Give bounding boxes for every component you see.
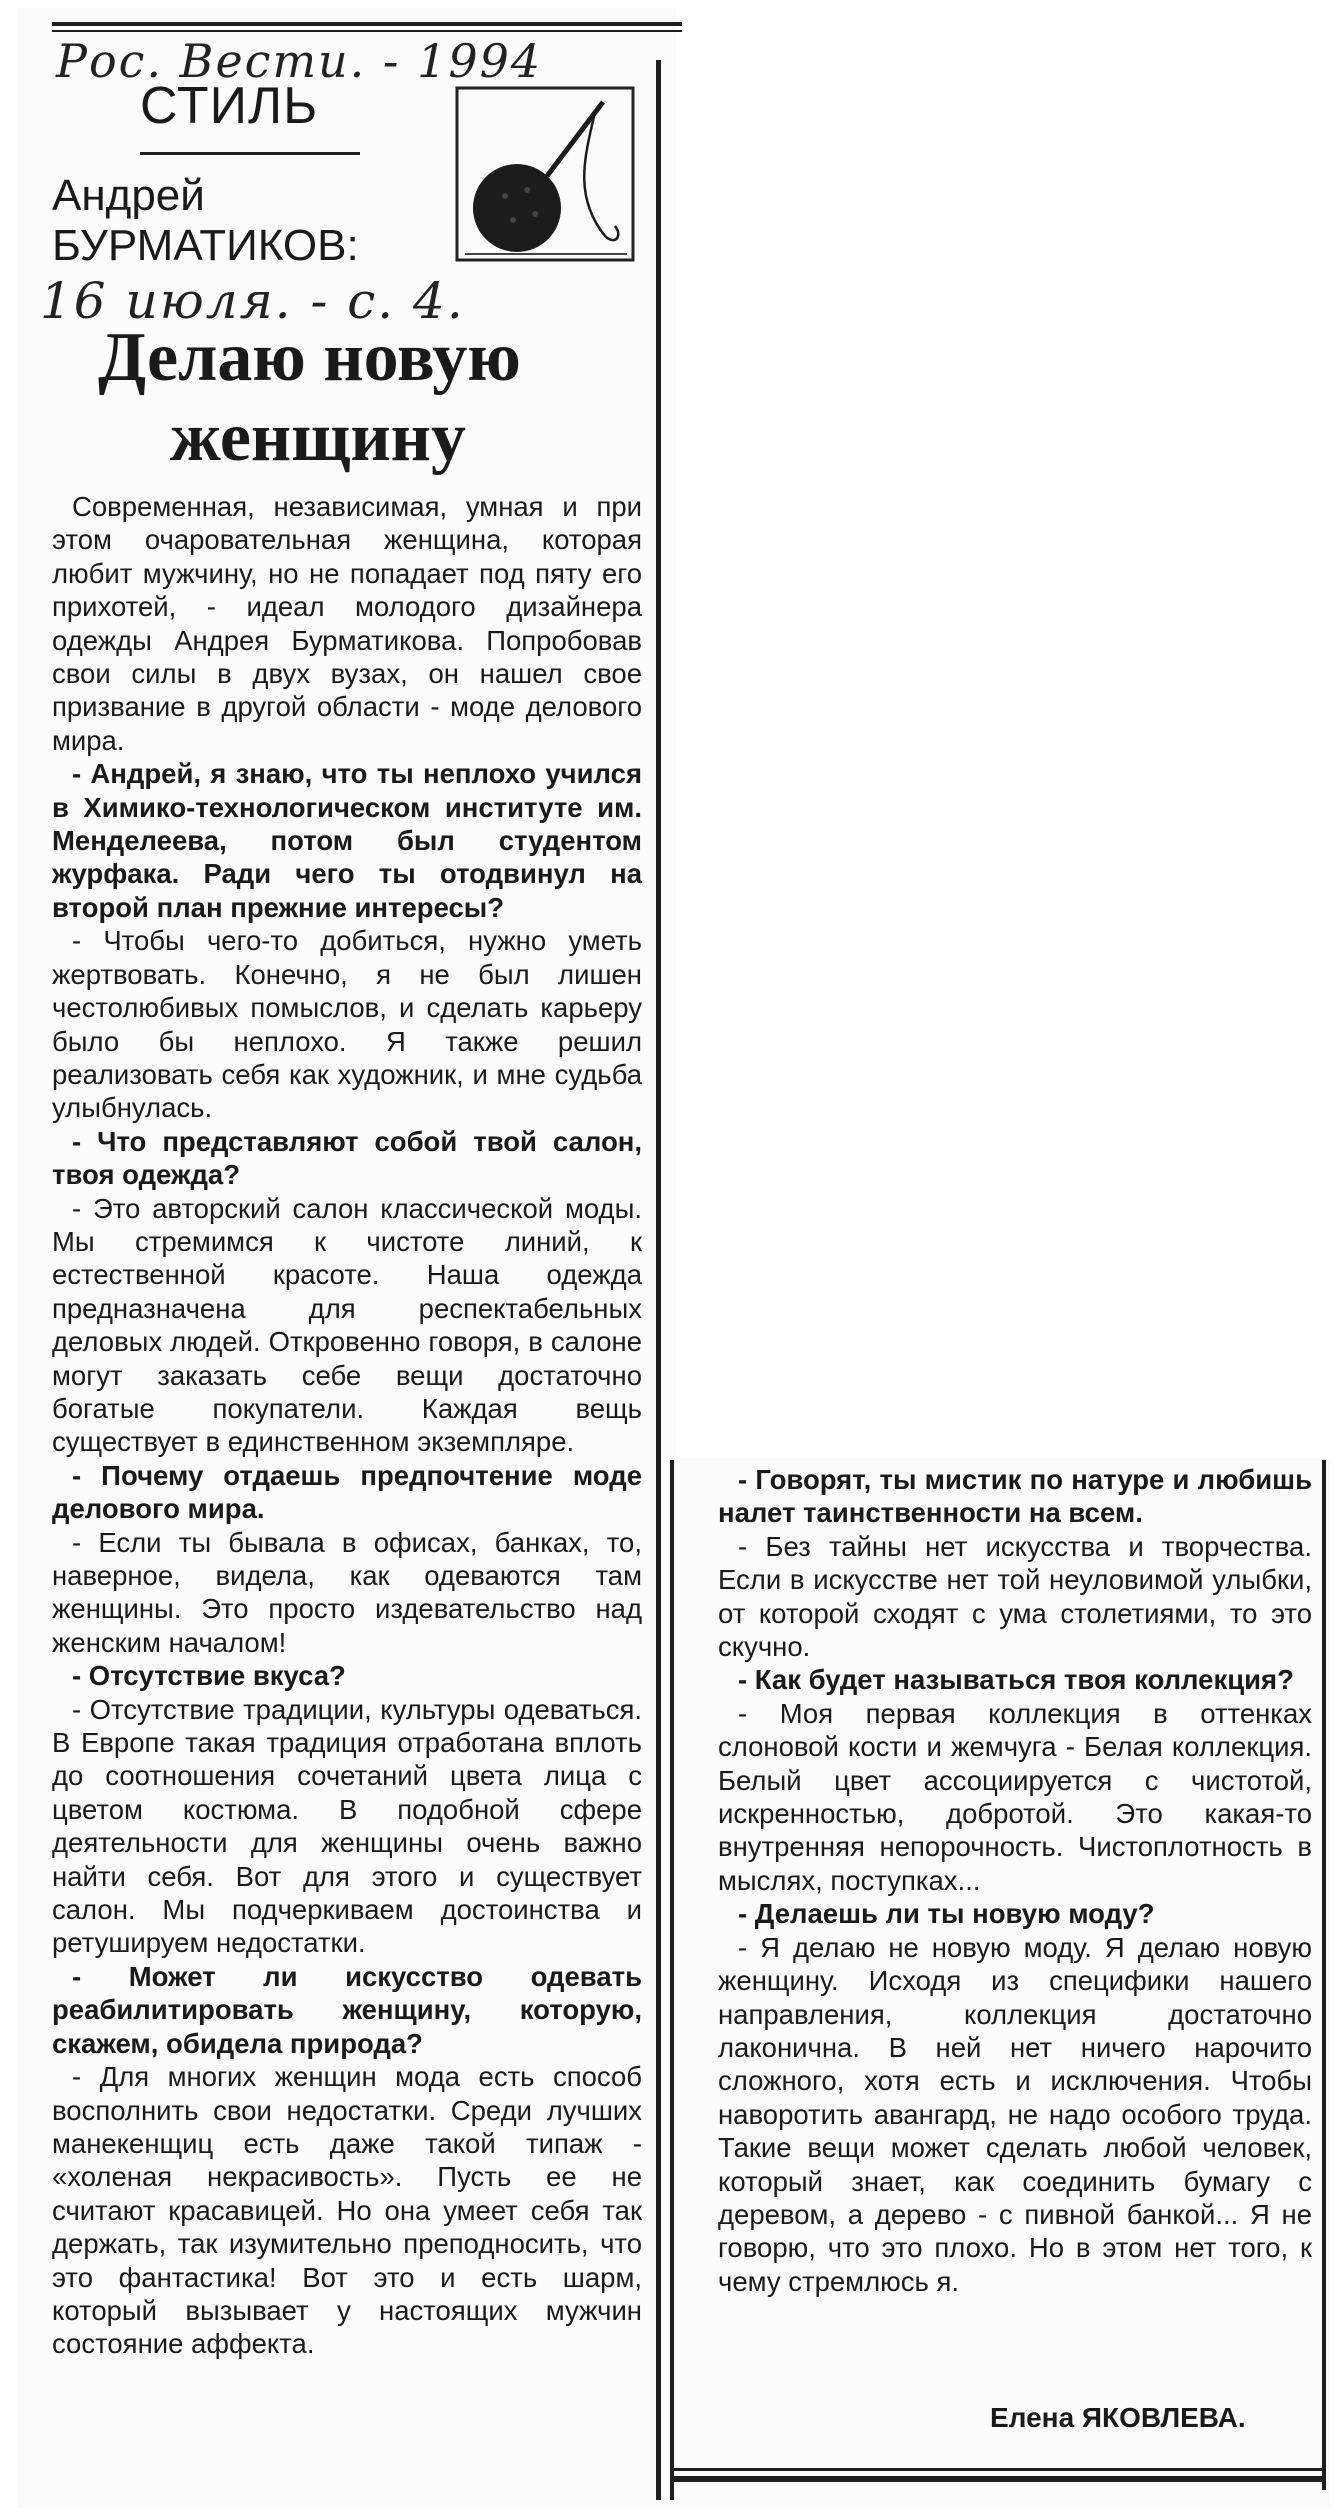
article-column-1 bbox=[52, 490, 642, 2361]
interview-question: - Андрей, я знаю, что ты неплохо учился в Химико-технологическом институте им. Менделеева, потом был студентом журфака. Ради чего ты отодвинул на второй план прежние интересы? bbox=[52, 758, 642, 923]
signature: Елена ЯКОВЛЕВА. bbox=[990, 2402, 1246, 2433]
interview-answer: - Отсутствие традиции, культуры одеваться. В Европе такая традиция отработана вплоть до соотношения сочетаний цвета лица с цветом костюма. В подобной сфере деятельности для женщины очень важно найти себя. Вот для этого и существует салон. Мы подчеркиваем достоинства и ретушируем недостатки. bbox=[52, 1693, 642, 1959]
author-last-name: БУРМАТИКОВ: bbox=[52, 221, 359, 270]
article-lead: Современная, независимая, умная и при этом очаровательная женщина, которая любит мужчину, но не попадает под пяту его прихотей, - идеал молодого дизайнера одежды Андрея Бурматикова. Попробовав свои силы в двух вузах, он нашел свое призвание в другой области - моде делового мира. bbox=[52, 491, 642, 756]
handwritten-date-note: 16 июля. - с. 4. bbox=[40, 272, 465, 330]
rubric-underline bbox=[140, 152, 360, 155]
interview-question: - Говорят, ты мистик по натуре и любишь налет таинственности на всем. bbox=[718, 1464, 1312, 1529]
interview-answer: - Если ты бывала в офисах, банках, то, наверное, видела, как одеваются там женщины. Это просто издевательство над женским началом! bbox=[52, 1526, 642, 1658]
sewing-needle-logo bbox=[455, 86, 635, 262]
headline-line-1: Делаю новую bbox=[98, 319, 521, 396]
top-rule-double bbox=[52, 30, 682, 32]
interview-answer: - Это авторский салон классической моды. Мы стремимся к чистоте линий, к естественной красоте. Наша одежда предназначена для респектабельных деловых людей. Откровенно говоря, в салоне могут заказать себе вещи достаточно богатые покупатели. Каждая вещь существует в единственном экземпляре. bbox=[52, 1192, 642, 1458]
interview-question: - Отсутствие вкуса? bbox=[72, 1660, 346, 1692]
bottom-rule-double bbox=[670, 2476, 1326, 2482]
top-rule bbox=[52, 22, 682, 26]
interview-answer: - Я делаю не новую моду. Я делаю новую женщину. Исходя из специфики нашего направления, коллекция достаточно лаконична. В ней нет ничего нарочито сложного, хотя есть и исключения. Чтобы наворотить авангард, не надо особого труда. Такие вещи может сделать любой человек, который знает, как соединить бумагу с деревом, а дерево - с пивной банкой... Я не говорю, что это плохо. Но в этом нет того, к чему стремлюсь я. bbox=[718, 1931, 1312, 2297]
interview-question: - Как будет называться твоя коллекция? bbox=[738, 1664, 1294, 1696]
rubric-label: СТИЛЬ bbox=[140, 77, 319, 135]
interview-question: - Делаешь ли ты новую моду? bbox=[738, 1898, 1155, 1930]
interview-answer: - Для многих женщин мода есть способ восполнить свои недостатки. Среди лучших манекенщиц есть даже такой типаж - «холеная некрасивость». Пусть ее не считают красавицей. Но она умеет себя так держать, так изумительно преподносить, что это фантастика! Вот это и есть шарм, который вызывает у настоящих мужчин состояние аффекта. bbox=[52, 2061, 642, 2360]
bottom-rule bbox=[670, 2468, 1326, 2471]
article-column-2 bbox=[718, 1463, 1312, 2298]
interview-answer: - Без тайны нет искусства и творчества. Если в искусстве нет той неуловимой улыбки, от которой сходят с ума столетиями, то это скучно. bbox=[718, 1530, 1312, 1663]
column2-right-rule bbox=[1322, 1460, 1326, 2490]
headline-line-2: женщину bbox=[170, 399, 466, 476]
handwritten-source-note: Рос. Вести. - 1994 bbox=[56, 34, 543, 88]
interview-question: - Почему отдаешь предпочтение моде делового мира. bbox=[52, 1459, 642, 1525]
author-first-name: Андрей bbox=[52, 171, 205, 220]
interview-answer: - Чтобы чего-то добиться, нужно уметь жертвовать. Конечно, я не был лишен честолюбивых помыслов, и сделать карьеру было бы неплохо. Я также решил реализовать себя как художник, и мне судьба улыбнулась. bbox=[52, 925, 642, 1124]
column2-left-rule bbox=[670, 1460, 674, 2500]
interview-answer: - Моя первая коллекция в оттенках слоновой кости и жемчуга - Белая коллекция. Белый цвет ассоциируется с чистотой, искренностью, добротой. Это какая-то внутренняя непорочность. Чистоплотность в мыслях, поступках... bbox=[718, 1697, 1312, 1896]
interview-question: - Что представляют собой твой салон, твоя одежда? bbox=[52, 1125, 642, 1191]
column-divider bbox=[656, 60, 661, 2500]
interview-question: - Может ли искусство одевать реабилитировать женщину, которую, скажем, обидела природа? bbox=[52, 1960, 642, 2059]
